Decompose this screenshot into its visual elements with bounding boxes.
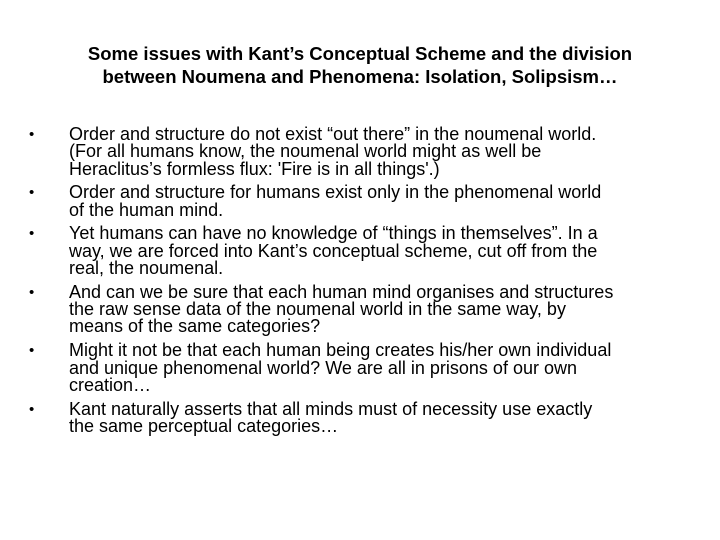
bullet-dot: • <box>29 225 35 243</box>
bullet-item <box>0 281 720 337</box>
bullet-text-line: Order and structure for humans exist only in the phenomenal world <box>69 182 602 203</box>
bullet-text-line: and unique phenomenal world? We are all in prisons of our own <box>69 357 577 378</box>
bullet-text-line: Yet humans can have no knowledge of “things in themselves”. In a <box>69 223 598 244</box>
bullet-item <box>0 184 720 219</box>
bullet-text-line: real, the noumenal. <box>69 258 224 279</box>
bullet-text-line: And can we be sure that each human mind organises and structures <box>69 281 614 302</box>
bullet-text-line: Might it not be that each human being creates his/her own individual <box>69 340 612 361</box>
bullet-dot: • <box>29 342 35 360</box>
slide-title-line: Some issues with Kant’s Conceptual Scheme and the division <box>87 43 633 64</box>
bullet-dot: • <box>29 283 35 301</box>
bullet-text-line: (For all humans know, the noumenal world might as well be <box>69 141 542 162</box>
bullet-dot: • <box>29 400 35 418</box>
bullet-text-line: of the human mind. <box>69 199 224 220</box>
bullet-text-line: Kant naturally asserts that all minds must of necessity use exactly <box>69 398 593 419</box>
bullet-text-line: the raw sense data of the noumenal world in the same way, by <box>69 299 566 320</box>
bullet-dot: • <box>29 126 35 143</box>
bullet-list <box>0 126 720 442</box>
slide-title-line: between Noumena and Phenomena: Isolation, Solipsism… <box>102 66 618 87</box>
bullet-item <box>0 126 720 178</box>
bullet-text-line: creation… <box>69 374 152 395</box>
bullet-item <box>0 342 720 394</box>
bullet-dot: • <box>29 184 35 202</box>
bullet-text-line: the same perceptual categories… <box>69 415 339 436</box>
bullet-item <box>0 225 720 277</box>
bullet-text-line: Order and structure do not exist “out there” in the noumenal world. <box>69 124 597 144</box>
bullet-item <box>0 398 720 436</box>
bullet-text-line: means of the same categories? <box>69 316 321 337</box>
bullet-text-line: way, we are forced into Kant’s conceptual scheme, cut off from the <box>69 240 598 261</box>
slide-title <box>40 42 680 88</box>
bullet-text-line: Heraclitus’s formless flux: 'Fire is in all things'.) <box>69 158 440 179</box>
